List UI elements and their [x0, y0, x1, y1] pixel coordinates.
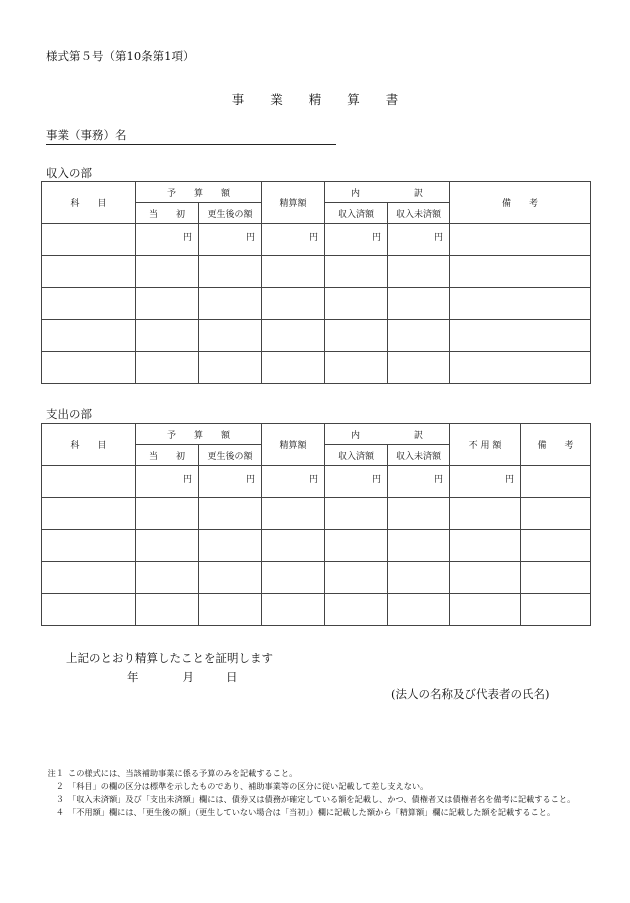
table-cell[interactable]: [136, 352, 199, 384]
header-item: 科 目: [42, 182, 136, 224]
table-cell[interactable]: [521, 562, 591, 594]
table-cell[interactable]: [521, 530, 591, 562]
table-row: [42, 320, 591, 352]
form-number-label: 様式第５号（第10条第1項）: [46, 49, 195, 63]
note-item: [46, 780, 591, 793]
table-cell[interactable]: [450, 498, 521, 530]
header-remarks: 備 考: [521, 424, 591, 466]
table-cell[interactable]: [262, 562, 325, 594]
table-cell[interactable]: [136, 594, 199, 626]
header-unused: 不 用 額: [450, 424, 521, 466]
table-cell[interactable]: [199, 498, 262, 530]
table-cell[interactable]: [325, 594, 388, 626]
table-cell[interactable]: [450, 562, 521, 594]
table-cell[interactable]: [136, 530, 199, 562]
notes-section: [46, 767, 591, 819]
table-cell[interactable]: [199, 256, 262, 288]
header-revised: 更生後の額: [199, 203, 262, 224]
date-line: [127, 669, 238, 685]
corporation-name-label: (法人の名称及び代表者の氏名): [391, 687, 550, 701]
table-cell[interactable]: [42, 466, 136, 498]
table-cell[interactable]: [450, 288, 591, 320]
title-char: 書: [385, 92, 399, 107]
header-settled: 精算額: [262, 424, 325, 466]
table-row: [42, 594, 591, 626]
expense-table: [41, 423, 591, 626]
table-cell[interactable]: [199, 530, 262, 562]
title-char: 算: [347, 92, 360, 107]
table-cell[interactable]: [262, 256, 325, 288]
header-breakdown: 内 訳: [325, 424, 450, 445]
yen-cell[interactable]: 円: [450, 466, 521, 498]
table-cell[interactable]: [388, 530, 450, 562]
table-cell[interactable]: [521, 466, 591, 498]
table-cell[interactable]: [325, 256, 388, 288]
table-row: [42, 498, 591, 530]
table-cell[interactable]: [199, 352, 262, 384]
yen-cell[interactable]: 円: [325, 224, 388, 256]
table-cell[interactable]: [42, 530, 136, 562]
header-settled: 精算額: [262, 182, 325, 224]
table-cell[interactable]: [388, 498, 450, 530]
table-cell[interactable]: [450, 256, 591, 288]
note-text: 「不用額」欄には、「更生後の額」（更生していない場合は「当初」）欄に記載した額から「精算額」欄に記載した額を記載すること。: [68, 807, 556, 817]
table-cell[interactable]: [325, 498, 388, 530]
table-cell[interactable]: [325, 530, 388, 562]
table-row: [42, 288, 591, 320]
yen-cell[interactable]: 円: [199, 466, 262, 498]
table-cell[interactable]: [388, 256, 450, 288]
header-initial: 当 初: [136, 445, 199, 466]
certification-statement: 上記のとおり精算したことを証明します: [66, 651, 273, 665]
table-cell[interactable]: [262, 530, 325, 562]
table-cell[interactable]: [450, 224, 591, 256]
table-cell[interactable]: [521, 594, 591, 626]
header-paid: 収入済額: [325, 445, 388, 466]
table-cell[interactable]: [388, 594, 450, 626]
income-table: [41, 181, 591, 384]
table-cell[interactable]: [262, 498, 325, 530]
header-initial: 当 初: [136, 203, 199, 224]
table-cell[interactable]: [42, 594, 136, 626]
table-cell[interactable]: [262, 594, 325, 626]
table-cell[interactable]: [262, 288, 325, 320]
note-number: ２: [55, 781, 64, 791]
note-item: [46, 767, 591, 780]
title-char: 精: [308, 92, 322, 107]
note-number: ３: [55, 794, 64, 804]
table-cell[interactable]: [42, 288, 136, 320]
table-cell[interactable]: [42, 498, 136, 530]
table-cell[interactable]: [262, 352, 325, 384]
yen-cell[interactable]: 円: [136, 224, 199, 256]
table-cell[interactable]: [136, 320, 199, 352]
yen-cell[interactable]: 円: [199, 224, 262, 256]
table-cell[interactable]: [136, 498, 199, 530]
table-cell[interactable]: [42, 320, 136, 352]
yen-cell[interactable]: 円: [262, 224, 325, 256]
table-cell[interactable]: [42, 224, 136, 256]
header-remarks: 備 考: [450, 182, 591, 224]
expense-section-title: 支出の部: [46, 407, 92, 421]
project-name-label: 事業（事務）名: [46, 128, 127, 142]
note-number: 注１: [47, 768, 64, 778]
table-cell[interactable]: [450, 352, 591, 384]
table-cell[interactable]: [325, 320, 388, 352]
note-item: [46, 806, 591, 819]
table-cell[interactable]: [450, 320, 591, 352]
note-text: この様式には、当該補助事業に係る予算のみを記載すること。: [68, 768, 298, 778]
date-year[interactable]: 年: [127, 670, 139, 684]
table-cell[interactable]: [199, 320, 262, 352]
table-row: [42, 466, 591, 498]
yen-cell[interactable]: 円: [325, 466, 388, 498]
date-month[interactable]: 月: [182, 670, 194, 684]
table-row: [42, 224, 591, 256]
table-cell[interactable]: [521, 498, 591, 530]
header-received: 収入済額: [325, 203, 388, 224]
table-row: [42, 562, 591, 594]
table-cell[interactable]: [199, 288, 262, 320]
table-cell[interactable]: [262, 320, 325, 352]
table-cell[interactable]: [136, 256, 199, 288]
yen-cell[interactable]: 円: [388, 466, 450, 498]
note-text: 「科目」の欄の区分は標準を示したものであり、補助事業等の区分に従い記載して差し支えない。: [68, 781, 429, 791]
header-breakdown: 内 訳: [325, 182, 450, 203]
table-cell[interactable]: [136, 562, 199, 594]
table-cell[interactable]: [450, 594, 521, 626]
note-number: ４: [55, 807, 64, 817]
table-cell[interactable]: [199, 594, 262, 626]
yen-cell[interactable]: 円: [388, 224, 450, 256]
header-budget: 予 算 額: [136, 424, 262, 445]
table-row: [42, 352, 591, 384]
title-char: 業: [270, 92, 283, 107]
project-name-field[interactable]: [46, 127, 336, 145]
table-cell[interactable]: [325, 288, 388, 320]
table-cell[interactable]: [388, 320, 450, 352]
header-item: 科 目: [42, 424, 136, 466]
table-cell[interactable]: [42, 256, 136, 288]
table-cell[interactable]: [388, 352, 450, 384]
header-unpaid: 収入未済額: [388, 445, 450, 466]
yen-cell[interactable]: 円: [262, 466, 325, 498]
table-row: [42, 530, 591, 562]
table-cell[interactable]: [388, 562, 450, 594]
table-cell[interactable]: [42, 562, 136, 594]
note-text: 「収入未済額」及び「支出未済額」欄には、債券又は債務が確定している額を記載し、かつ、債権者又は債権者名を備考に記載すること。: [68, 794, 576, 804]
header-revised: 更生後の額: [199, 445, 262, 466]
document-title: [0, 90, 630, 108]
table-cell[interactable]: [325, 352, 388, 384]
table-cell[interactable]: [450, 530, 521, 562]
table-cell[interactable]: [325, 562, 388, 594]
table-cell[interactable]: [199, 562, 262, 594]
income-section-title: 収入の部: [46, 166, 92, 180]
date-day[interactable]: 日: [226, 670, 238, 684]
header-budget: 予 算 額: [136, 182, 262, 203]
yen-cell[interactable]: 円: [136, 466, 199, 498]
note-item: [46, 793, 591, 806]
title-char: 事: [231, 92, 245, 107]
table-cell[interactable]: [136, 288, 199, 320]
table-row: [42, 256, 591, 288]
header-unreceived: 収入未済額: [388, 203, 450, 224]
table-cell[interactable]: [388, 288, 450, 320]
table-cell[interactable]: [42, 352, 136, 384]
